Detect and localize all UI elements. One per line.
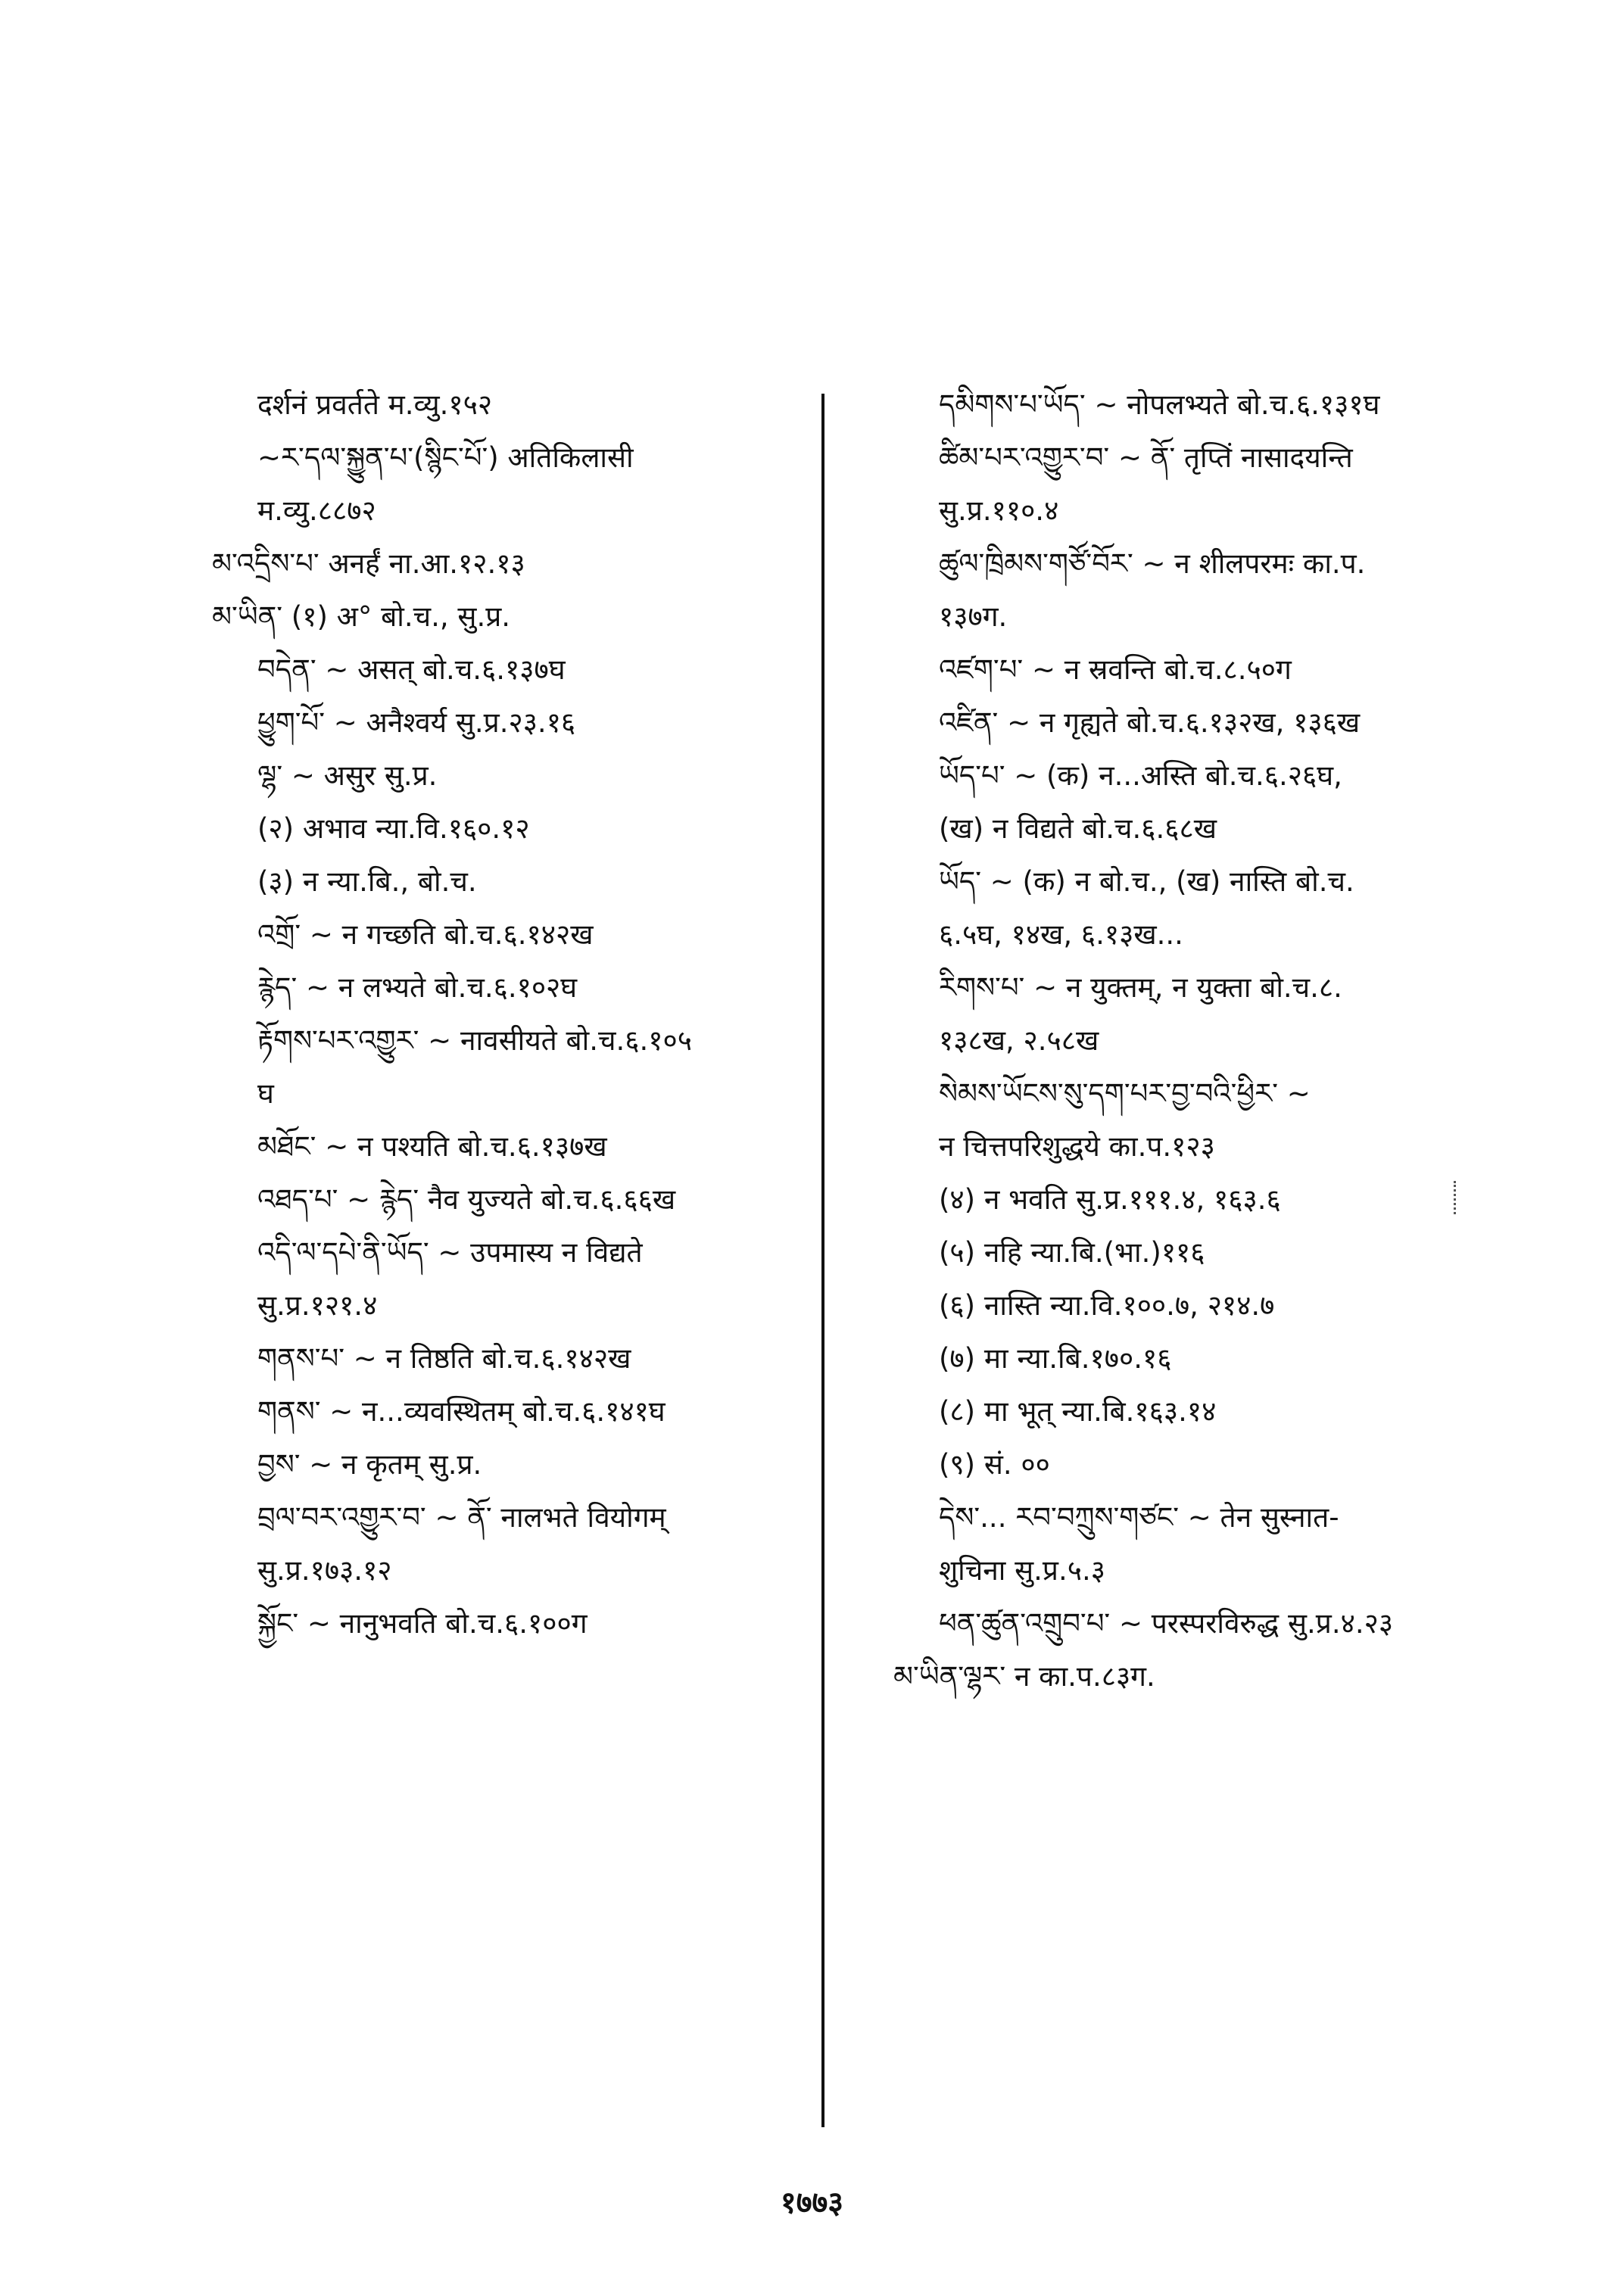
entry-line: (९) सं. ०० (939, 1448, 1050, 1481)
left-column (212, 379, 810, 1650)
headword-line: མ་འདྲིས་པ་ अनर्हं ना.आ.१२.१३ (212, 547, 525, 580)
entry-line: ཚུལ་ཁྲིམས་གཙོ་བོར་ ~ न शीलपरमः का.प. (939, 547, 1366, 580)
entry-line: (३) न न्या.बि., बो.च. (257, 865, 477, 898)
entry-line: ཡོད་པ་ ~ (क) न...अस्ति बो.च.६.२६घ, (939, 759, 1342, 792)
entry-line: འདི་ལ་དཔེ་ནི་ཡོད་ ~ उपमास्य न विद्यते (257, 1236, 643, 1269)
entry-line: सु.प्र.१७३.१२ (257, 1554, 392, 1587)
entry-line: འཐད་པ་ ~ རྙེད་ नैव युज्यते बो.च.६.६६ख (257, 1183, 676, 1216)
entry-line: १३८ख, २.५८ख (939, 1024, 1099, 1057)
entry-line: གནས་ ~ न...व्यवस्थितम् बो.च.६.१४१घ (257, 1395, 665, 1428)
entry-line: सु.प्र.१२१.४ (257, 1289, 378, 1322)
entry-line: དམིགས་པ་ཡོད་ ~ नोपलभ्यते बो.च.६.१३१घ (939, 388, 1380, 421)
entry-line: བྱས་ ~ न कृतम् सु.प्र. (257, 1448, 482, 1481)
entry-line: शुचिना सु.प्र.५.३ (939, 1554, 1105, 1587)
entry-line: དེས་... རབ་བཀྲུས་གཙང་ ~ तेन सुस्नात- (939, 1501, 1339, 1534)
entry-line: म.व्यु.८८७२ (257, 494, 376, 527)
entry-line: (६) नास्ति न्या.वि.१००.७, २१४.७ (939, 1289, 1275, 1322)
entry-line: འཛག་པ་ ~ न स्रवन्ति बो.च.८.५०ग (939, 653, 1292, 686)
entry-line: བྲལ་བར་འགྱུར་བ་ ~ ནོ་ नालभते वियोगम् (257, 1501, 666, 1534)
entry-line: རྟོགས་པར་འགྱུར་ ~ नावसीयते बो.च.६.१०५ (257, 1024, 692, 1057)
entry-line: རྙེད་ ~ न लभ्यते बो.च.६.१०२घ (257, 971, 578, 1004)
entry-line: न चित्तपरिशुद्धये का.प.१२३ (939, 1130, 1215, 1163)
headword-line: མ་ཡིན་ལྷར་ न का.प.८३ग. (893, 1660, 1155, 1693)
entry-line: ཡོད་ ~ (क) न बो.च., (ख) नास्ति बो.च. (939, 865, 1354, 898)
entry-line: ६.५घ, १४ख, ६.१३ख... (939, 918, 1183, 951)
entry-line: འཛིན་ ~ न गृह्यते बो.च.६.१३२ख, १३६ख (939, 706, 1361, 739)
entry-line: རིགས་པ་ ~ न युक्तम्, न युक्ता बो.च.८. (939, 971, 1342, 1004)
entry-line: ཕན་ཚུན་འགྲུབ་པ་ ~ परस्परविरुद्ध सु.प्र.४.२३ (939, 1607, 1394, 1640)
entry-line: མཐོང་ ~ न पश्यति बो.च.६.१३७ख (257, 1130, 607, 1163)
entry-line: सु.प्र.११०.४ (939, 494, 1059, 527)
margin-mark (1454, 1181, 1457, 1214)
entry-line: १३७ग. (939, 600, 1008, 633)
entry-line: (८) मा भूत् न्या.बि.१६३.१४ (939, 1395, 1217, 1428)
entry-line: ཕྱུག་པོ་ ~ अनैश्वर्य सु.प्र.२३.१६ (257, 706, 576, 739)
entry-line: ཚིམ་པར་འགྱུར་བ་ ~ ནོ་ तृप्तिं नासादयन्ति (939, 441, 1353, 474)
entry-line: སྐྱོང་ ~ नानुभवति बो.च.६.१००ग (257, 1607, 588, 1640)
entry-line: घ (257, 1077, 274, 1110)
entry-line: दर्शनं प्रवर्तते म.व्यु.१५२ (257, 388, 493, 421)
entry-line: སེམས་ཡོངས་སུ་དག་པར་བྱ་བའི་ཕྱིར་ ~ (939, 1077, 1311, 1110)
page-number-visible: १७७३ (780, 2186, 844, 2220)
headword-line: མ་ཡིན་ (१) अ° बो.च., सु.प्र. (212, 600, 511, 633)
entry-line: འགྲོ་ ~ न गच्छति बो.च.६.१४२ख (257, 918, 594, 951)
entry-line: གནས་པ་ ~ न तिष्ठति बो.च.६.१४२ख (257, 1342, 631, 1375)
right-column (893, 379, 1469, 1703)
entry-line: ~ར་དལ་སྐྱུན་པ་(སྙིང་པོ་) अतिकिलासी (257, 441, 634, 474)
entry-line: ལྷ་ ~ असुर सु.प्र. (257, 759, 438, 792)
entry-line: (४) न भवति सु.प्र.१११.४, १६३.६ (939, 1183, 1281, 1216)
entry-line: (२) अभाव न्या.वि.१६०.१२ (257, 812, 530, 845)
entry-line: (५) नहि न्या.बि.(भा.)११६ (939, 1236, 1205, 1269)
entry-line: བདེན་ ~ असत् बो.च.६.१३७घ (257, 653, 566, 686)
entry-line: (७) मा न्या.बि.१७०.१६ (939, 1342, 1172, 1375)
entry-line: (ख) न विद्यते बो.च.६.६८ख (939, 812, 1217, 845)
column-divider (821, 394, 824, 2127)
